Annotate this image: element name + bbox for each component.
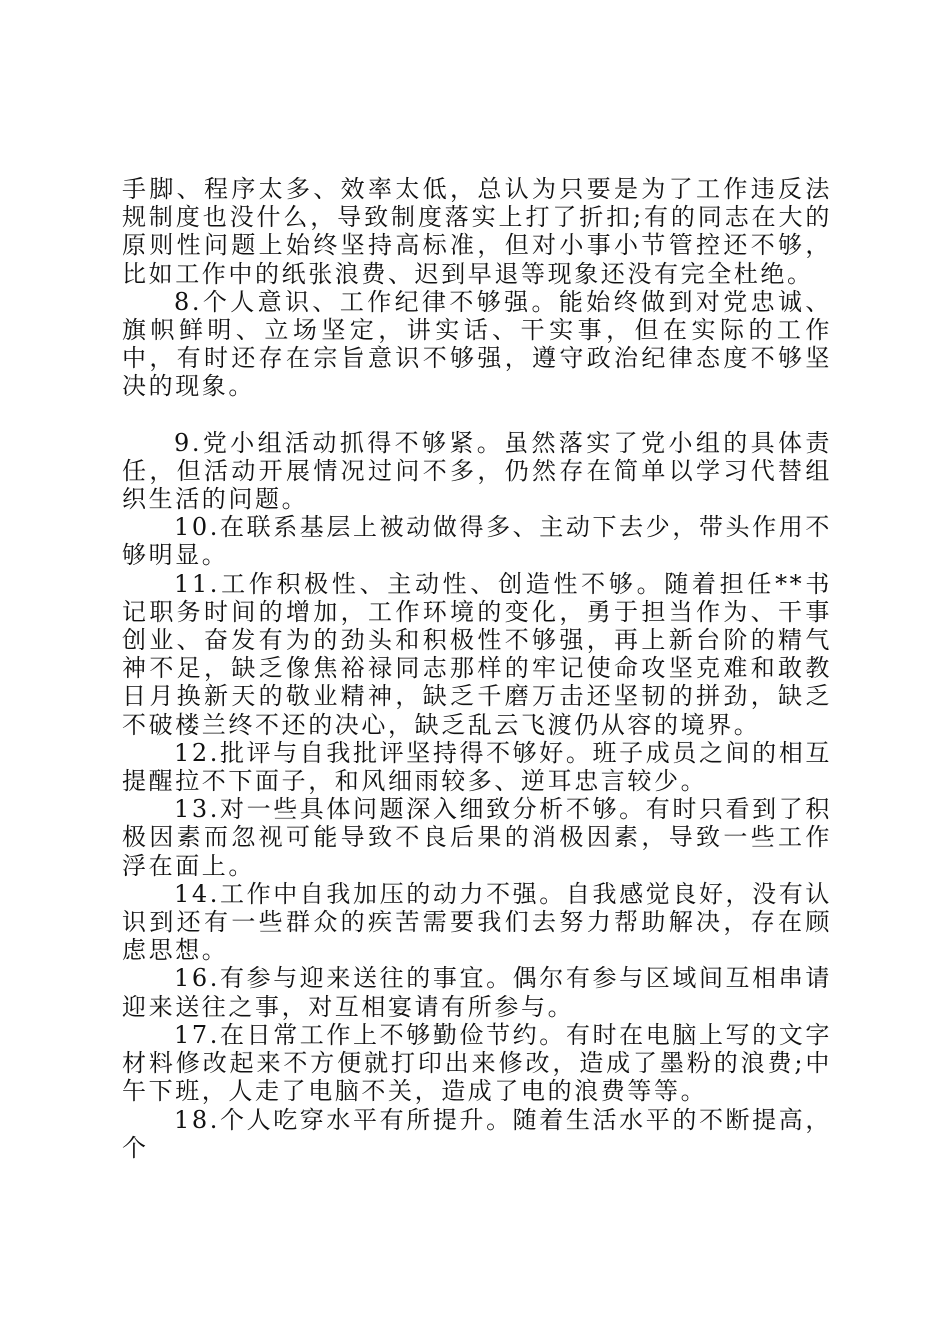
- paragraph-item-9: 9.党小组活动抓得不够紧。虽然落实了党小组的具体责任，但活动开展情况过问不多，仍然存在简单以学习代替组织生活的问题。: [122, 428, 832, 514]
- paragraph-item-14: 14.工作中自我加压的动力不强。自我感觉良好，没有认识到还有一些群众的疾苦需要我们去努力帮助解决，存在顾虑思想。: [122, 879, 832, 965]
- document-body: [122, 175, 832, 1162]
- paragraph-item-16: 16.有参与迎来送往的事宜。偶尔有参与区域间互相串请迎来送往之事，对互相宴请有所参与。: [122, 964, 832, 1021]
- paragraph-item-12: 12.批评与自我批评坚持得不够好。班子成员之间的相互提醒拉不下面子，和风细雨较多、逆耳忠言较少。: [122, 738, 832, 796]
- paragraph-continued: 手脚、程序太多、效率太低，总认为只要是为了工作违反法规制度也没什么，导致制度落实上打了折扣;有的同志在大的原则性问题上始终坚持高标准，但对小事小节管控还不够，比如工作中的纸张浪费、迟到早退等现象还没有完全杜绝。: [122, 175, 832, 288]
- paragraph-item-13: 13.对一些具体问题深入细致分析不够。有时只看到了积极因素而忽视可能导致不良后果的消极因素，导致一些工作浮在面上。: [122, 795, 832, 880]
- paragraph-item-10: 10.在联系基层上被动做得多、主动下去少，带头作用不够明显。: [122, 513, 832, 570]
- paragraph-item-8: 8.个人意识、工作纪律不够强。能始终做到对党忠诚、旗帜鲜明、立场坚定，讲实话、干实事，但在实际的工作中，有时还存在宗旨意识不够强，遵守政治纪律态度不够坚决的现象。: [122, 287, 832, 401]
- paragraph-item-11: 11.工作积极性、主动性、创造性不够。随着担任**书记职务时间的增加，工作环境的变化，勇于担当作为、干事创业、奋发有为的劲头和积极性不够强，再上新台阶的精气神不足，缺乏像焦裕禄同志那样的牢记使命攻坚克难和敢教日月换新天的敬业精神，缺乏千磨万击还坚韧的拼劲，缺乏不破楼兰终不还的决心，缺乏乱云飞渡仍从容的境界。: [122, 569, 832, 739]
- paragraph-item-18: 18.个人吃穿水平有所提升。随着生活水平的不断提高，个: [122, 1105, 832, 1162]
- paragraph-item-17: 17.在日常工作上不够勤俭节约。有时在电脑上写的文字材料修改起来不方便就打印出来修改，造成了墨粉的浪费;中午下班，人走了电脑不关，造成了电的浪费等等。: [122, 1020, 832, 1106]
